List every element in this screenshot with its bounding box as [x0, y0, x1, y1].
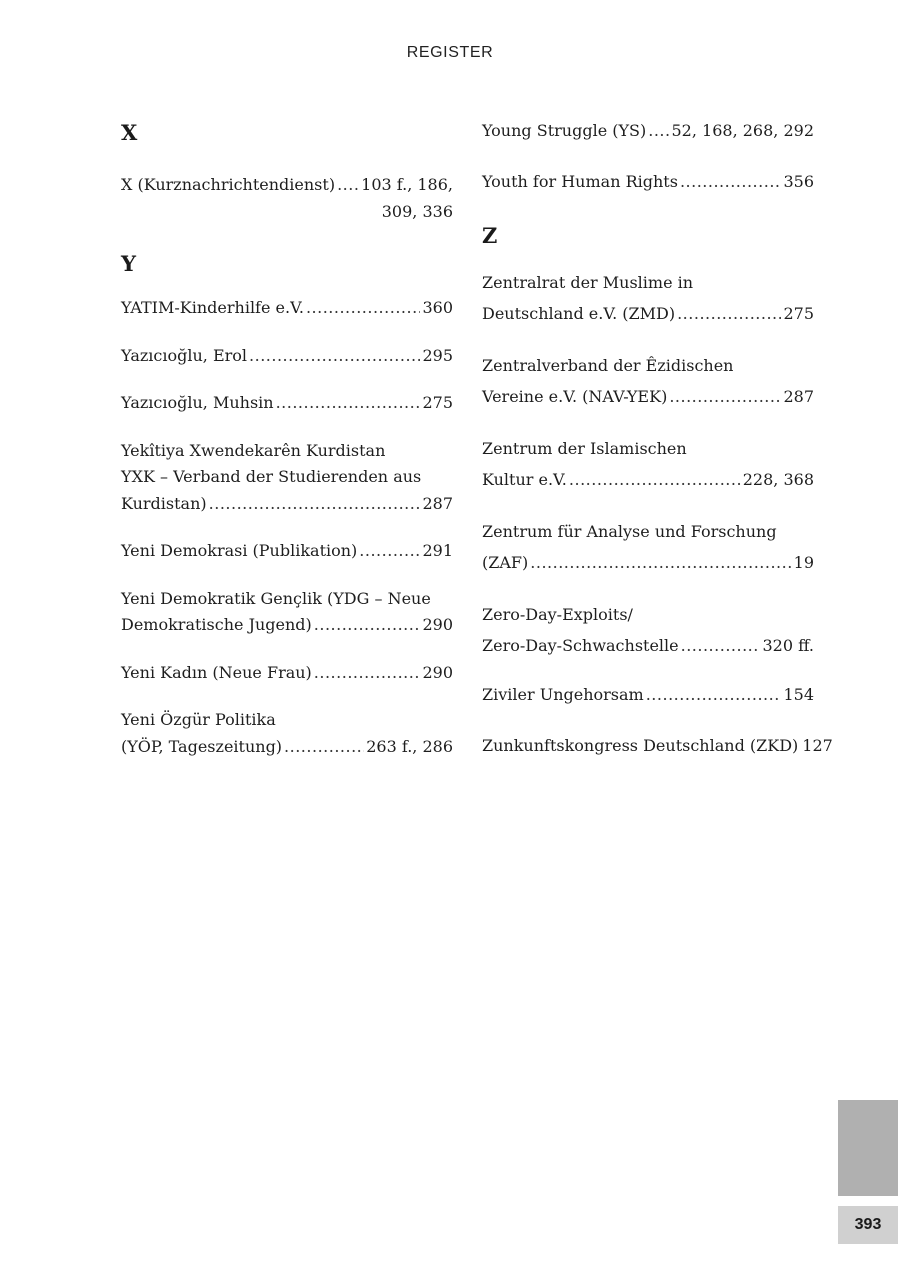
dot-leader	[677, 298, 781, 329]
dot-leader	[314, 660, 421, 687]
index-entry	[482, 118, 814, 144]
index-entry	[482, 350, 814, 412]
entry-term-line: Zentrum für Analyse und Forschung	[482, 522, 777, 541]
index-entry	[482, 433, 814, 495]
entry-pages: 290	[422, 662, 453, 682]
entry-term: (YÖP, Tageszeitung)	[121, 736, 283, 756]
entry-term: Yazıcıoğlu, Muhsin	[121, 393, 274, 412]
dot-leader	[648, 118, 669, 144]
entry-term: Zero-Day-Schwachstelle	[482, 636, 679, 655]
entry-term-line: Zero-Day-Exploits/	[482, 605, 633, 624]
entry-term-line: Zentralverband der Êzidischen	[482, 356, 734, 375]
index-column-left	[121, 118, 453, 781]
index-entry	[121, 438, 453, 518]
entry-pages: 287	[783, 387, 814, 406]
entry-term: X (Kurznachrichtendienst)	[121, 175, 336, 194]
page-number: 393	[838, 1206, 898, 1244]
section-letter-y: Y	[121, 251, 136, 276]
index-entry	[121, 586, 453, 639]
index-entry	[482, 267, 814, 329]
entry-pages: 295	[422, 345, 453, 365]
entry-pages: 356	[783, 172, 814, 191]
entry-term: Demokratische Jugend)	[121, 615, 312, 634]
entry-pages: 154	[783, 685, 814, 704]
entry-term: Ziviler Ungehorsam	[482, 685, 644, 704]
index-entry	[482, 516, 814, 578]
index-entry	[482, 733, 833, 759]
entry-term-line: Yekîtiya Xwendekarên Kurdistan	[121, 440, 386, 460]
entry-pages: 290	[422, 615, 453, 634]
entry-term: Zunkunftskongress Deutschland (ZKD)	[482, 736, 799, 755]
entry-term: Young Struggle (YS)	[482, 121, 647, 140]
dot-leader	[306, 295, 421, 322]
entry-term: Yazıcıoğlu, Erol	[121, 345, 248, 365]
running-head: REGISTER	[406, 44, 494, 61]
dot-leader	[337, 172, 359, 199]
entry-pages: 275	[783, 304, 814, 323]
entry-term-line: Zentralrat der Muslime in	[482, 273, 694, 292]
entry-pages: 52, 168, 268, 292	[671, 121, 814, 140]
entry-term: Deutschland e.V. (ZMD)	[482, 304, 676, 323]
entry-pages: 263 f., 286	[366, 736, 453, 756]
thumb-index-tab	[838, 1100, 898, 1196]
entry-term: Yeni Demokrasi (Publikation)	[121, 541, 358, 560]
entry-term-line: Zentrum der Islamischen	[482, 439, 687, 458]
dot-leader	[646, 682, 782, 708]
index-entry	[121, 538, 453, 565]
index-entry	[121, 660, 453, 687]
entry-pages: 320 ff.	[762, 636, 814, 655]
entry-term-line: Yeni Özgür Politika	[121, 710, 276, 729]
index-entry	[121, 390, 453, 417]
entry-term: Yeni Kadın (Neue Frau)	[121, 662, 312, 682]
index-entry	[482, 682, 814, 708]
dot-leader	[249, 343, 420, 370]
entry-term: Vereine e.V. (NAV-YEK)	[482, 387, 668, 406]
entry-term: YATIM-Kinderhilfe e.V.	[121, 298, 304, 317]
index-entry	[482, 169, 814, 195]
entry-term-line: YXK – Verband der Studierenden aus	[121, 467, 422, 486]
index-entry	[121, 343, 453, 370]
entry-pages: 127	[802, 736, 833, 755]
entry-pages: 291	[422, 541, 453, 560]
section-letter-x: X	[121, 120, 138, 145]
dot-leader	[276, 390, 421, 417]
entry-pages: 287	[422, 493, 453, 513]
entry-term: (ZAF)	[482, 553, 529, 572]
entry-pages: 19	[793, 553, 814, 572]
entry-pages: 228, 368	[742, 470, 814, 489]
dot-leader	[530, 547, 791, 578]
dot-leader	[669, 381, 781, 412]
dot-leader	[314, 612, 421, 639]
entry-term: Kultur e.V.	[482, 470, 567, 489]
entry-term: Youth for Human Rights	[482, 172, 678, 191]
entry-term-line: Yeni Demokratik Gençlik (YDG – Neue	[121, 588, 431, 608]
index-entry	[121, 295, 453, 322]
dot-leader	[681, 630, 761, 661]
index-entry	[121, 172, 453, 225]
dot-leader	[209, 491, 421, 518]
entry-term: Kurdistan)	[121, 493, 207, 513]
section-letter-z: Z	[482, 223, 498, 248]
dot-leader	[359, 538, 420, 565]
dot-leader	[284, 734, 364, 761]
index-entry	[482, 599, 814, 661]
dot-leader	[569, 464, 741, 495]
entry-pages: 275	[422, 393, 453, 412]
index-column-right	[482, 118, 833, 784]
entry-pages-continued: 309, 336	[381, 201, 453, 221]
entry-pages: 103 f., 186,	[361, 175, 453, 194]
index-entry	[121, 707, 453, 760]
dot-leader	[680, 169, 782, 195]
entry-pages: 360	[422, 298, 453, 317]
